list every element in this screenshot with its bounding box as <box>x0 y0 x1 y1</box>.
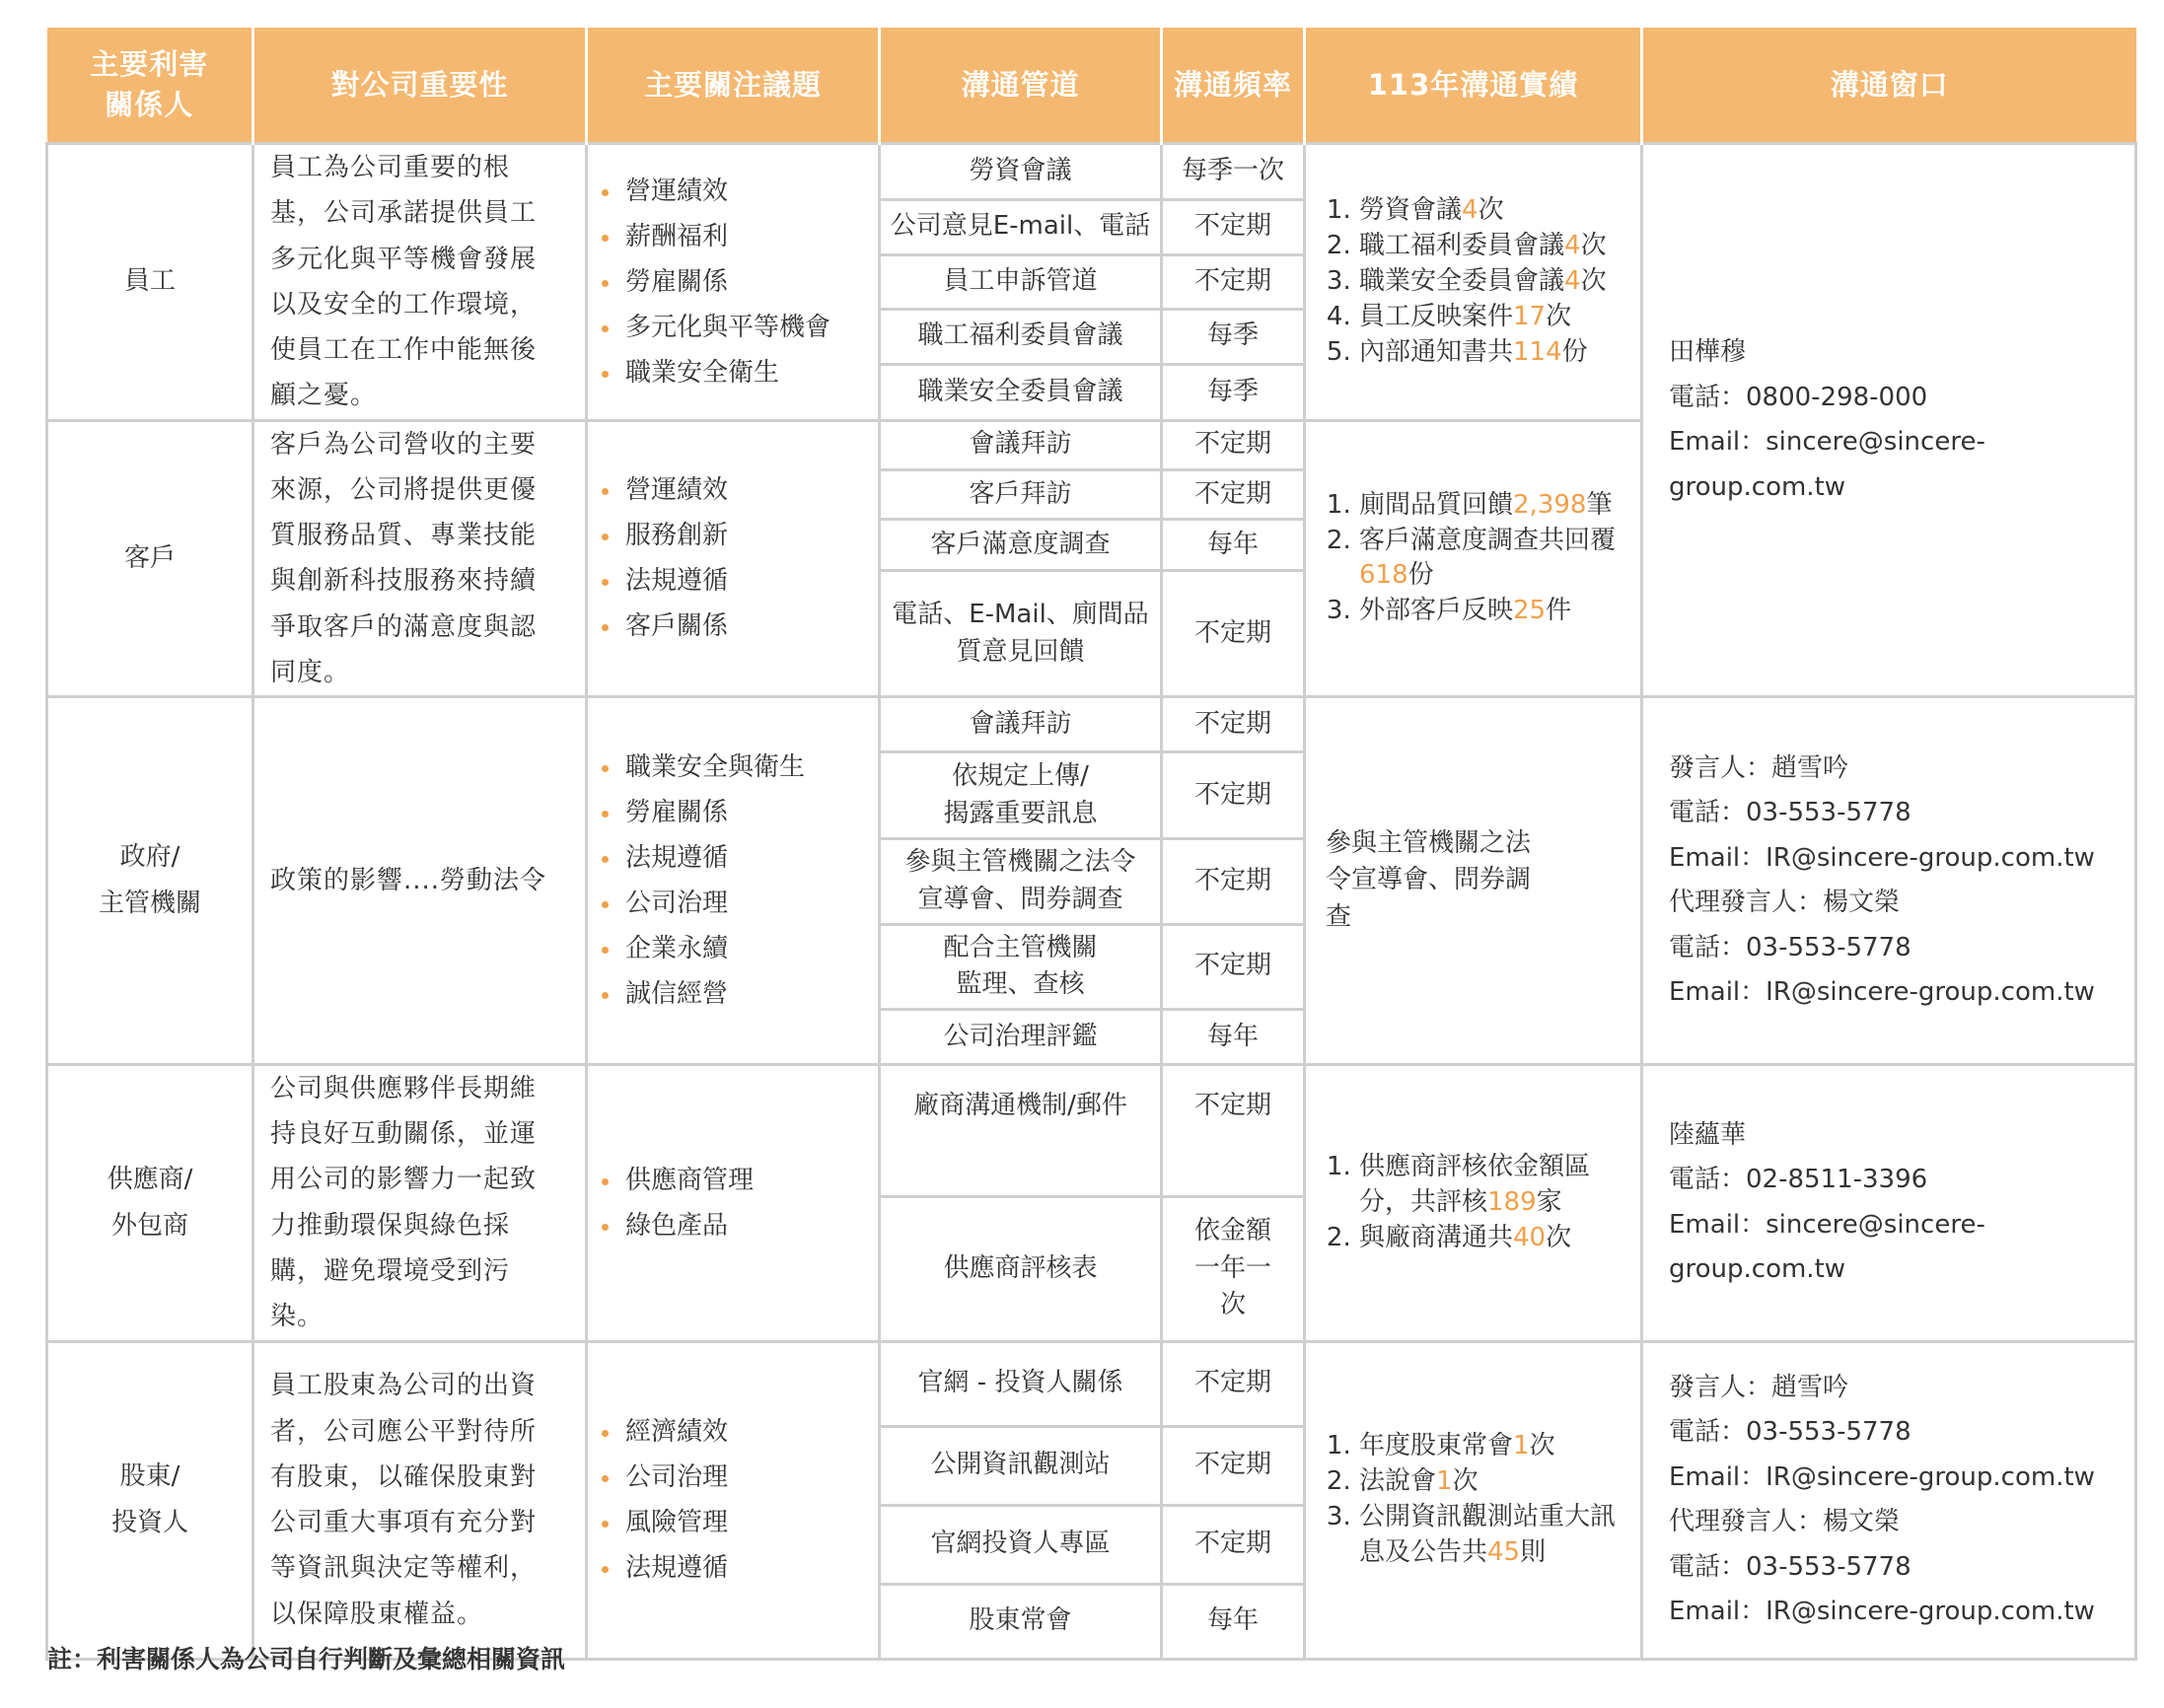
result-number: 189 <box>1487 1186 1537 1217</box>
table-row <box>47 1064 2136 1196</box>
topics-cell <box>587 144 880 421</box>
channel-cell: 配合主管機關監理、查核 <box>880 924 1162 1009</box>
frequency-cell: 不定期 <box>1162 469 1305 519</box>
result-number: 1 <box>1513 1431 1530 1461</box>
stakeholder-name: 外包商 <box>110 1210 188 1241</box>
header-results: 113年溝通實績 <box>1305 28 1642 144</box>
result-item <box>1359 193 1623 229</box>
contact-email: Email：IR@sincere-group.com.tw <box>1669 842 2095 873</box>
result-number: 2,398 <box>1513 489 1587 520</box>
result-item <box>1359 524 1623 595</box>
result-text: 職業安全委員會議 <box>1359 265 1565 296</box>
topic-item: 營運績效 <box>598 169 866 214</box>
channel-cell: 廠商溝通機制/郵件 <box>880 1064 1162 1196</box>
deputy-spokesperson: 代理發言人：楊文榮 <box>1669 888 1901 918</box>
deputy-spokesperson: 代理發言人：楊文榮 <box>1669 1507 1901 1537</box>
topic-item: 誠信經營 <box>598 971 866 1017</box>
stakeholder-cell <box>47 1341 253 1659</box>
table-row <box>47 144 2136 200</box>
frequency-cell: 每年 <box>1162 520 1305 571</box>
contact-name: 田樺穆 <box>1669 337 1747 368</box>
table-row <box>47 1341 2136 1426</box>
importance-cell: 員工為公司重要的根基，公司承諾提供員工多元化與平等機會發展以及安全的工作環境，使員工在工作中能無後顧之憂。 <box>253 144 587 421</box>
stakeholder-name: 供應商/ <box>107 1164 193 1194</box>
result-unit: 家 <box>1536 1186 1562 1217</box>
result-item <box>1359 1150 1623 1221</box>
result-text: 職工福利委員會議 <box>1359 230 1565 260</box>
importance-cell: 公司與供應夥伴長期維持良好互動關係，並運用公司的影響力一起致力推動環保與綠色採購，避免環境受到污染。 <box>253 1064 587 1341</box>
frequency-cell: 不定期 <box>1162 1426 1305 1505</box>
result-unit: 份 <box>1561 336 1588 367</box>
topics-list <box>598 467 866 649</box>
result-number: 25 <box>1513 596 1547 626</box>
topic-item: 薪酬福利 <box>598 214 866 259</box>
channel-cell: 會議拜訪 <box>880 697 1162 752</box>
result-item <box>1359 594 1623 629</box>
topic-item: 職業安全衛生 <box>598 350 866 395</box>
result-number: 45 <box>1487 1536 1521 1567</box>
result-text: 廁間品質回饋 <box>1359 489 1514 520</box>
channel-cell: 客戶拜訪 <box>880 469 1162 519</box>
results-cell: 參與主管機關之法令宣導會、問券調查 <box>1305 697 1642 1065</box>
result-number: 40 <box>1513 1222 1547 1252</box>
contact-window-cell <box>1642 144 2136 697</box>
stakeholder-communication-table-container <box>45 28 2134 1661</box>
result-unit: 筆 <box>1586 489 1613 520</box>
result-unit: 次 <box>1452 1466 1479 1497</box>
header-topics: 主要關注議題 <box>587 28 880 144</box>
topic-item: 營運績效 <box>598 467 866 513</box>
stakeholder-name: 股東/ <box>119 1461 180 1492</box>
topics-cell <box>587 697 880 1065</box>
result-text: 法說會 <box>1359 1466 1437 1497</box>
result-number: 114 <box>1513 336 1562 367</box>
topic-item: 供應商管理 <box>598 1158 866 1203</box>
contact-window-cell <box>1642 1341 2136 1659</box>
result-unit: 次 <box>1580 265 1607 296</box>
frequency-cell: 不定期 <box>1162 1341 1305 1426</box>
contact-phone: 電話：03-553-5778 <box>1669 1551 1912 1582</box>
importance-cell: 員工股東為公司的出資者，公司應公平對待所有股東，以確保股東對公司重大事項有充分對等資訊與決定等權利，以保障股東權益。 <box>253 1341 587 1659</box>
topic-item: 職業安全與衛生 <box>598 745 866 790</box>
frequency-cell: 不定期 <box>1162 255 1305 309</box>
frequency-cell: 不定期 <box>1162 570 1305 696</box>
result-text: 內部通知書共 <box>1359 336 1514 367</box>
header-channels: 溝通管道 <box>880 28 1162 144</box>
contact-email: Email：IR@sincere-group.com.tw <box>1669 1597 2095 1627</box>
stakeholder-name: 客戶 <box>123 542 176 573</box>
topics-list <box>598 1158 866 1248</box>
header-frequency: 溝通頻率 <box>1162 28 1305 144</box>
contact-name: 陸蘊華 <box>1669 1119 1747 1150</box>
topic-item: 風險管理 <box>598 1500 866 1545</box>
stakeholder-name: 投資人 <box>110 1508 188 1538</box>
result-item <box>1359 335 1623 371</box>
topic-item: 企業永續 <box>598 926 866 971</box>
result-text: 員工反映案件 <box>1359 301 1514 331</box>
result-item <box>1359 488 1623 524</box>
stakeholder-communication-table <box>45 28 2137 1661</box>
result-number: 4 <box>1564 265 1581 296</box>
header-stakeholder <box>47 28 253 144</box>
contact-email: Email：IR@sincere-group.com.tw <box>1669 1461 2095 1492</box>
topic-item: 法規遵循 <box>598 558 866 604</box>
contact-phone: 電話：02-8511-3396 <box>1669 1165 1928 1195</box>
channel-cell: 客戶滿意度調查 <box>880 520 1162 571</box>
channel-cell: 公司意見E-mail、電話 <box>880 199 1162 255</box>
channel-cell: 參與主管機關之法令宣導會、問券調查 <box>880 839 1162 924</box>
frequency-cell: 不定期 <box>1162 199 1305 255</box>
result-item <box>1359 300 1623 335</box>
topic-item: 公司治理 <box>598 1455 866 1500</box>
channel-cell: 職工福利委員會議 <box>880 309 1162 365</box>
stakeholder-cell <box>47 1064 253 1341</box>
result-text: 年度股東常會 <box>1359 1431 1514 1461</box>
result-unit: 則 <box>1520 1536 1547 1567</box>
contact-phone: 電話：0800-298-000 <box>1669 382 1928 412</box>
frequency-cell: 依金額一年一次 <box>1162 1196 1305 1341</box>
result-number: 618 <box>1359 560 1408 591</box>
stakeholder-name: 員工 <box>123 266 176 297</box>
results-list <box>1326 488 1623 630</box>
spokesperson: 發言人：趙雪吟 <box>1669 1372 1849 1402</box>
result-text: 供應商評核依金額區分，共評核 <box>1359 1151 1591 1217</box>
channel-cell: 官網投資人專區 <box>880 1505 1162 1584</box>
topics-cell <box>587 1341 880 1659</box>
frequency-cell: 每季 <box>1162 309 1305 365</box>
channel-cell: 股東常會 <box>880 1584 1162 1659</box>
contact-email: Email：sincere@sincere-group.com.tw <box>1669 1209 1985 1285</box>
topics-list <box>598 1409 866 1591</box>
result-text: 勞資會議 <box>1359 195 1463 226</box>
contact-email: Email：sincere@sincere-group.com.tw <box>1669 427 1985 502</box>
contact-phone: 電話：03-553-5778 <box>1669 1417 1912 1448</box>
contact-phone: 電話：03-553-5778 <box>1669 932 1912 962</box>
frequency-cell: 不定期 <box>1162 752 1305 839</box>
contact-window-cell <box>1642 697 2136 1065</box>
header-stakeholder-line-2: 關係人 <box>105 88 194 121</box>
frequency-cell: 每年 <box>1162 1584 1305 1659</box>
channel-cell: 電話、E-Mail、廁間品質意見回饋 <box>880 570 1162 696</box>
contact-email: Email：IR@sincere-group.com.tw <box>1669 977 2095 1008</box>
results-cell <box>1305 144 1642 421</box>
topic-item: 公司治理 <box>598 881 866 926</box>
result-unit: 次 <box>1580 230 1607 260</box>
result-unit: 份 <box>1407 560 1434 591</box>
contact-window-cell <box>1642 1064 2136 1341</box>
importance-cell: 政策的影響....勞動法令 <box>253 697 587 1065</box>
result-unit: 次 <box>1546 301 1572 331</box>
topic-item: 經濟績效 <box>598 1409 866 1455</box>
frequency-cell: 不定期 <box>1162 924 1305 1009</box>
channel-cell: 員工申訴管道 <box>880 255 1162 309</box>
result-unit: 次 <box>1546 1222 1572 1252</box>
stakeholder-cell <box>47 144 253 421</box>
result-number: 4 <box>1462 195 1479 226</box>
result-text: 客戶滿意度調查共回覆 <box>1359 525 1617 555</box>
frequency-cell: 不定期 <box>1162 697 1305 752</box>
importance-cell: 客戶為公司營收的主要來源，公司將提供更優質服務品質、專業技能與創新科技服務來持續爭取客戶的滿意度與認同度。 <box>253 420 587 697</box>
header-importance: 對公司重要性 <box>253 28 587 144</box>
topic-item: 客戶關係 <box>598 604 866 649</box>
result-unit: 次 <box>1529 1431 1555 1461</box>
results-cell <box>1305 1064 1642 1341</box>
header-stakeholder-line-1: 主要利害 <box>90 47 209 82</box>
topic-item: 法規遵循 <box>598 835 866 881</box>
channel-cell: 依規定上傳/揭露重要訊息 <box>880 752 1162 839</box>
result-item <box>1359 229 1623 264</box>
topics-cell <box>587 1064 880 1341</box>
spokesperson: 發言人：趙雪吟 <box>1669 752 1849 783</box>
result-text: 與廠商溝通共 <box>1359 1222 1514 1252</box>
result-item <box>1359 264 1623 300</box>
table-row <box>47 697 2136 752</box>
frequency-cell: 不定期 <box>1162 1064 1305 1196</box>
result-number: 4 <box>1564 230 1581 260</box>
stakeholder-name: 主管機關 <box>98 889 201 919</box>
header-contact-window: 溝通窗口 <box>1642 28 2136 144</box>
frequency-cell: 不定期 <box>1162 1505 1305 1584</box>
result-item <box>1359 1221 1623 1256</box>
topic-item: 服務創新 <box>598 513 866 558</box>
result-item <box>1359 1500 1623 1571</box>
result-unit: 件 <box>1546 596 1572 626</box>
result-text: 公開資訊觀測站重大訊息及公告共 <box>1359 1502 1617 1567</box>
topic-item: 勞雇關係 <box>598 259 866 305</box>
results-list <box>1326 1429 1623 1571</box>
table-header-row <box>47 28 2136 144</box>
results-list <box>1326 1150 1623 1256</box>
topic-item: 綠色產品 <box>598 1203 866 1248</box>
topic-item: 多元化與平等機會 <box>598 305 866 350</box>
topics-list <box>598 169 866 395</box>
channel-cell: 勞資會議 <box>880 144 1162 200</box>
result-item <box>1359 1429 1623 1464</box>
result-text: 外部客戶反映 <box>1359 596 1514 626</box>
frequency-cell: 不定期 <box>1162 839 1305 924</box>
footnote: 註：利害關係人為公司自行判斷及彙總相關資訊 <box>47 1645 566 1673</box>
stakeholder-cell <box>47 420 253 697</box>
channel-cell: 供應商評核表 <box>880 1196 1162 1341</box>
result-unit: 次 <box>1478 195 1504 226</box>
channel-cell: 公開資訊觀測站 <box>880 1426 1162 1505</box>
result-number: 17 <box>1513 301 1547 331</box>
results-list <box>1326 193 1623 370</box>
frequency-cell: 每年 <box>1162 1009 1305 1064</box>
topic-item: 法規遵循 <box>598 1545 866 1591</box>
results-cell <box>1305 420 1642 697</box>
frequency-cell: 每季一次 <box>1162 144 1305 200</box>
stakeholder-cell <box>47 697 253 1065</box>
topics-list <box>598 745 866 1017</box>
results-cell <box>1305 1341 1642 1659</box>
contact-phone: 電話：03-553-5778 <box>1669 798 1912 828</box>
result-item <box>1359 1464 1623 1500</box>
result-number: 1 <box>1436 1466 1453 1497</box>
frequency-cell: 不定期 <box>1162 420 1305 469</box>
stakeholder-name: 政府/ <box>119 842 180 873</box>
channel-cell: 官網 - 投資人關係 <box>880 1341 1162 1426</box>
channel-cell: 職業安全委員會議 <box>880 365 1162 421</box>
topic-item: 勞雇關係 <box>598 790 866 835</box>
channel-cell: 會議拜訪 <box>880 420 1162 469</box>
channel-cell: 公司治理評鑑 <box>880 1009 1162 1064</box>
frequency-cell: 每季 <box>1162 365 1305 421</box>
topics-cell <box>587 420 880 697</box>
